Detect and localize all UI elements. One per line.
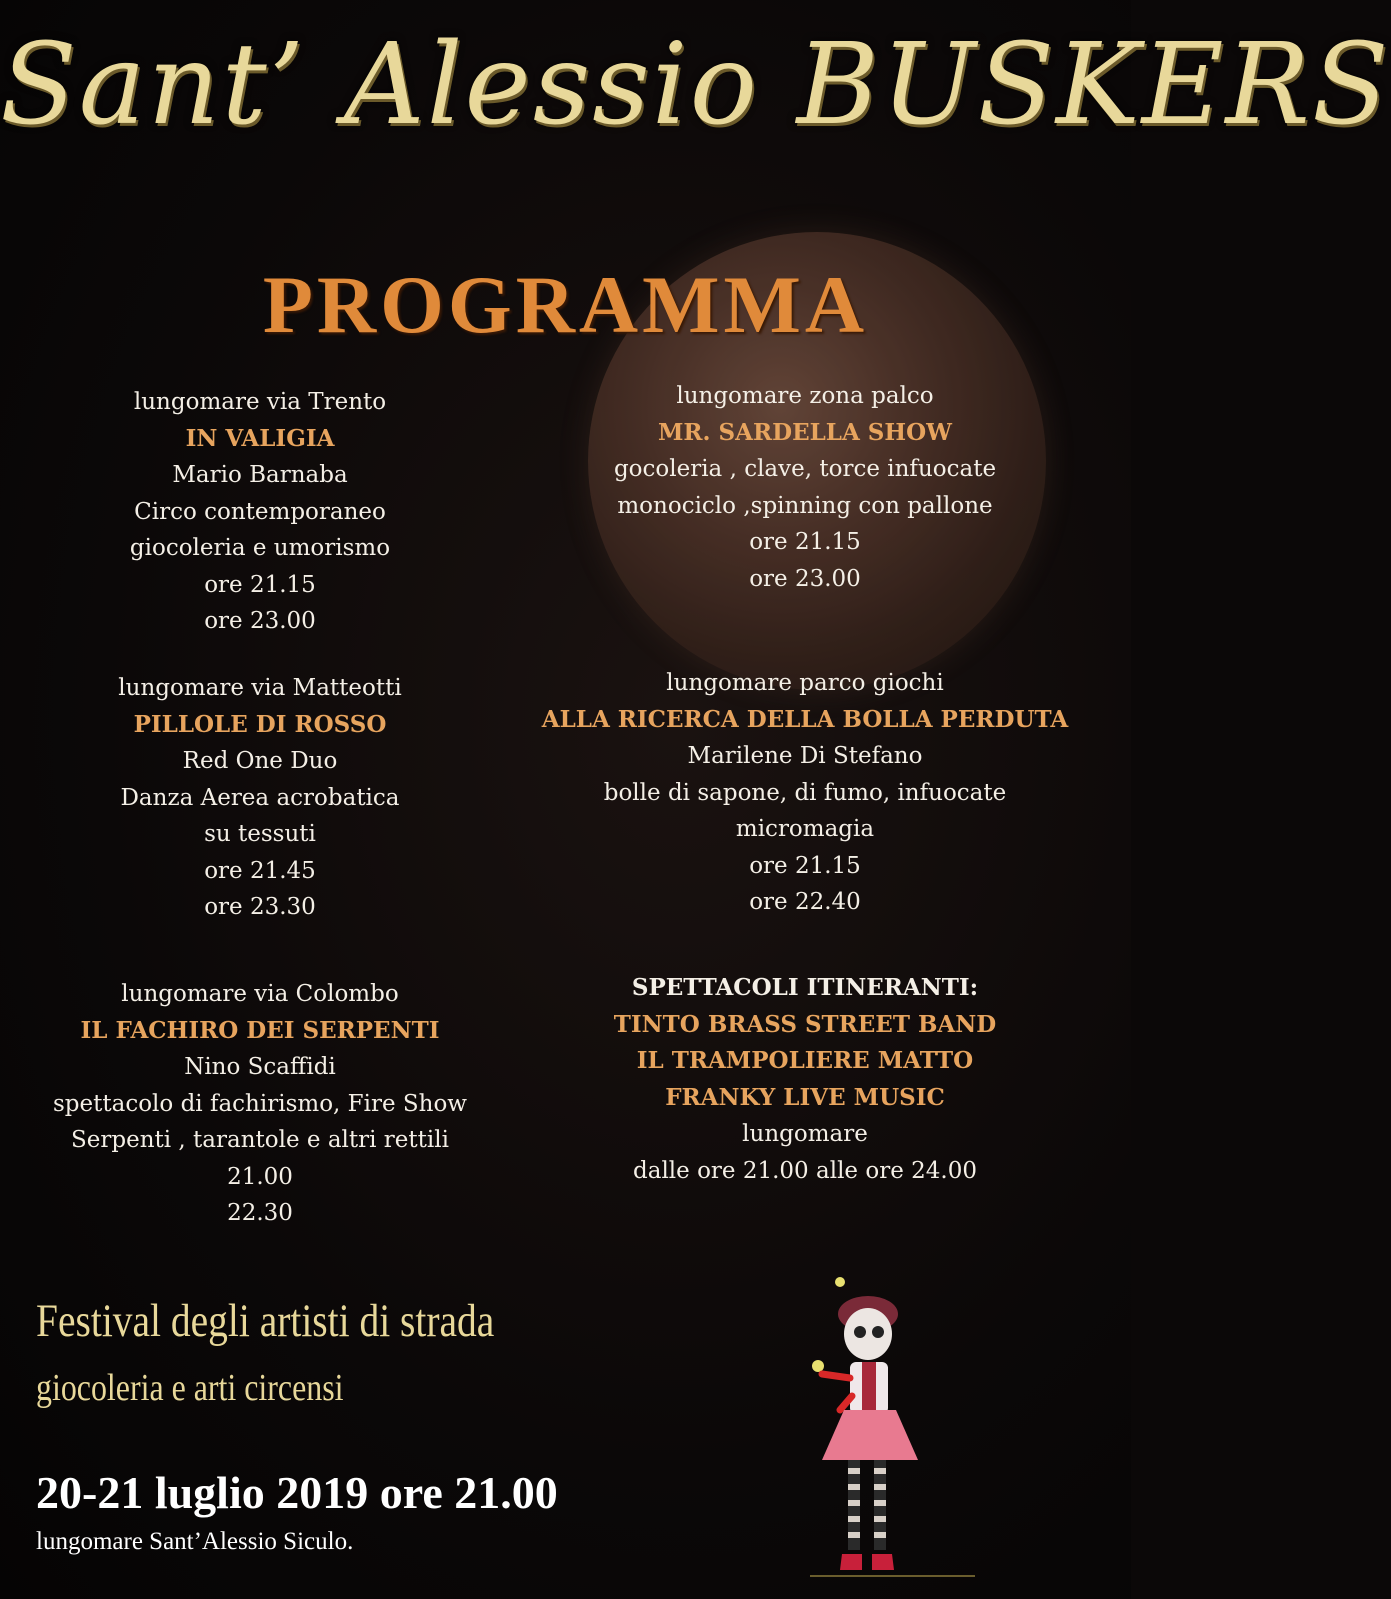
- event-title: IL FACHIRO DEI SERPENTI: [80, 1016, 440, 1044]
- event-time: ore 21.15: [749, 529, 861, 555]
- event-description: micromagia: [735, 816, 875, 842]
- event-block-il-fachiro-dei-serpenti: [20, 976, 500, 1232]
- event-location: lungomare via Matteotti: [118, 675, 402, 701]
- event-time: ore 21.45: [204, 857, 316, 884]
- event-time: 21.00: [227, 1163, 293, 1190]
- event-title: MR. SARDELLA SHOW: [657, 418, 953, 446]
- event-time: dalle ore 21.00 alle ore 24.00: [633, 1157, 977, 1184]
- section-heading: SPETTACOLI ITINERANTI:: [631, 974, 979, 1001]
- festival-genre: giocoleria e arti circensi: [36, 1367, 344, 1409]
- event-title: FRANKY LIVE MUSIC: [665, 1083, 945, 1111]
- festival-date: 20-21 luglio 2019 ore 21.00: [36, 1467, 558, 1518]
- programme-heading: PROGRAMMA: [262, 259, 869, 350]
- event-description: gocoleria , clave, torce infuocate: [613, 456, 997, 482]
- event-location: lungomare via Trento: [133, 389, 387, 415]
- event-location: lungomare: [742, 1121, 868, 1147]
- event-description: Serpenti , tarantole e altri rettili: [71, 1127, 449, 1153]
- event-title: IL TRAMPOLIERE MATTO: [636, 1047, 974, 1074]
- event-time: 22.30: [227, 1200, 293, 1226]
- event-performer: Marilene Di Stefano: [687, 743, 923, 769]
- event-description: bolle di sapone, di fumo, infuocate: [603, 779, 1007, 806]
- poster-title: Sant’ Alessio BUSKERS: [0, 20, 1391, 150]
- event-time: ore 21.15: [749, 852, 861, 879]
- event-time: ore 22.40: [749, 889, 861, 915]
- event-title: ALLA RICERCA DELLA BOLLA PERDUTA: [541, 705, 1069, 733]
- event-performer: Red One Duo: [182, 748, 338, 774]
- event-description: Danza Aerea acrobatica: [120, 784, 400, 811]
- event-block-mr-sardella-show: [570, 378, 1040, 597]
- juggler-illustration: [800, 1270, 980, 1580]
- event-performer: Mario Barnaba: [172, 462, 348, 488]
- event-time: ore 23.00: [749, 565, 861, 592]
- event-performer: Nino Scaffidi: [184, 1054, 336, 1080]
- event-title: IN VALIGIA: [185, 424, 335, 452]
- event-description: spettacolo di fachirismo, Fire Show: [52, 1090, 467, 1117]
- event-title: TINTO BRASS STREET BAND: [613, 1010, 997, 1038]
- event-location: lungomare parco giochi: [666, 670, 944, 696]
- festival-name: Festival degli artisti di strada: [36, 1295, 495, 1347]
- event-time: ore 21.15: [204, 571, 316, 598]
- event-time: ore 23.00: [204, 608, 316, 634]
- event-block-pillole-di-rosso: [60, 670, 460, 926]
- event-block-in-valigia: [60, 384, 460, 640]
- event-location: lungomare zona palco: [676, 383, 934, 409]
- event-description: monociclo ,spinning con pallone: [617, 492, 993, 519]
- event-description: Circo contemporaneo: [134, 498, 386, 525]
- event-location: lungomare via Colombo: [121, 981, 399, 1007]
- festival-place: lungomare Sant’Alessio Siculo.: [36, 1528, 354, 1555]
- event-title: PILLOLE DI ROSSO: [133, 710, 387, 738]
- event-block-alla-ricerca-della-bolla-perduta: [500, 665, 1110, 921]
- event-block-spettacoli-itineranti: [560, 970, 1050, 1189]
- event-description: giocoleria e umorismo: [129, 535, 391, 561]
- event-description: su tessuti: [204, 821, 316, 847]
- event-time: ore 23.30: [204, 894, 316, 920]
